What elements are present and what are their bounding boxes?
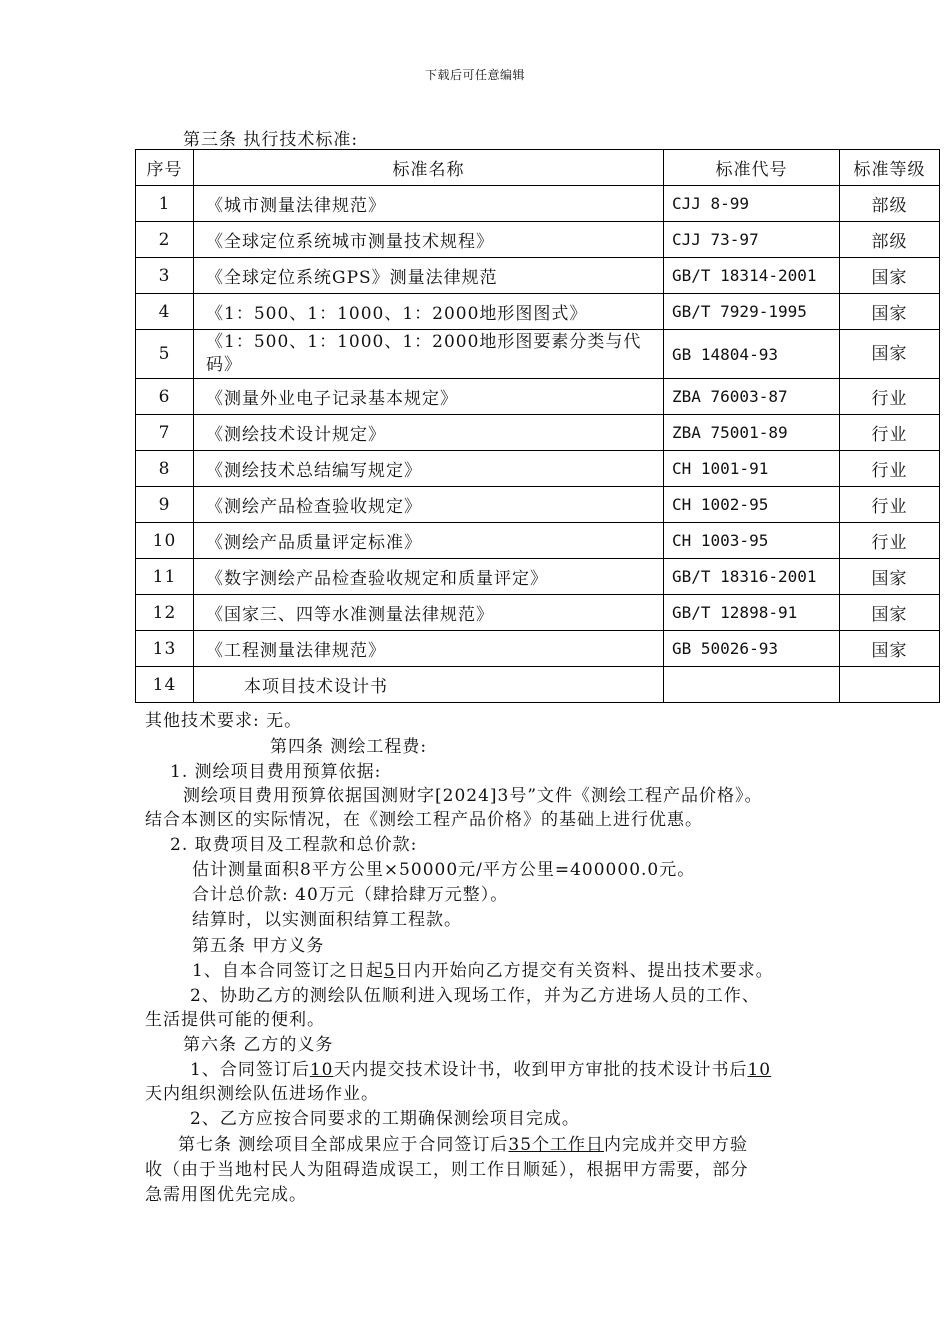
header-name: 标准名称 bbox=[194, 150, 664, 186]
article5-item1-days: 5 bbox=[383, 961, 396, 981]
row-name: 《测量外业电子记录基本规定》 bbox=[194, 379, 664, 415]
table-row bbox=[136, 330, 940, 379]
row-level bbox=[840, 667, 940, 703]
article5-item1-pre: 1、自本合同签订之日起 bbox=[192, 961, 384, 981]
article5-item2-line2: 生活提供可能的便利。 bbox=[145, 1010, 325, 1030]
article6-item1-mid: 天内提交技术设计书，收到甲方审批的技术设计书后 bbox=[333, 1060, 748, 1080]
row-no: 11 bbox=[136, 559, 194, 595]
article7-line3: 急需用图优先完成。 bbox=[145, 1185, 307, 1205]
article5-item1 bbox=[192, 956, 774, 981]
row-no: 2 bbox=[136, 222, 194, 258]
article4-item1-line2: 结合本测区的实际情况，在《测绘工程产品价格》的基础上进行优惠。 bbox=[145, 810, 703, 830]
table-row bbox=[136, 379, 940, 415]
row-no: 1 bbox=[136, 186, 194, 222]
table-row bbox=[136, 595, 940, 631]
row-no: 8 bbox=[136, 451, 194, 487]
row-no: 7 bbox=[136, 415, 194, 451]
table-header-row bbox=[136, 150, 940, 186]
header-code: 标准代号 bbox=[664, 150, 840, 186]
row-code: GB/T 7929-1995 bbox=[664, 294, 840, 330]
row-name: 《城市测量法律规范》 bbox=[194, 186, 664, 222]
table-row bbox=[136, 222, 940, 258]
standards-table bbox=[135, 149, 940, 703]
article5-item2-line1: 2、协助乙方的测绘队伍顺利进入现场工作，并为乙方进场人员的工作、 bbox=[190, 986, 760, 1006]
row-name: 《测绘产品质量评定标准》 bbox=[194, 523, 664, 559]
row-level: 部级 bbox=[840, 222, 940, 258]
row-code: CJJ 73-97 bbox=[664, 222, 840, 258]
row-level: 行业 bbox=[840, 415, 940, 451]
row-code: ZBA 76003-87 bbox=[664, 379, 840, 415]
row-level: 国家 bbox=[840, 258, 940, 294]
article5-heading: 第五条 甲方义务 bbox=[192, 936, 325, 956]
table-row bbox=[136, 415, 940, 451]
other-requirements: 其他技术要求: 无。 bbox=[145, 711, 303, 731]
article4-total: 合计总价款: 40万元（肆拾肆万元整）。 bbox=[192, 885, 509, 905]
article4-settlement: 结算时，以实测面积结算工程款。 bbox=[192, 910, 462, 930]
row-name: 《1：500、1：1000、1：2000地形图要素分类与代码》 bbox=[194, 330, 664, 379]
row-no: 12 bbox=[136, 595, 194, 631]
row-code bbox=[664, 667, 840, 703]
article6-item1-line2: 天内组织测绘队伍进场作业。 bbox=[145, 1084, 379, 1104]
table-row bbox=[136, 667, 940, 703]
article7-post: 内完成并交甲方验 bbox=[604, 1135, 749, 1155]
row-code: GB/T 12898-91 bbox=[664, 595, 840, 631]
row-name: 《工程测量法律规范》 bbox=[194, 631, 664, 667]
article3-heading: 第三条 执行技术标准: bbox=[183, 130, 359, 150]
row-code: ZBA 75001-89 bbox=[664, 415, 840, 451]
row-no: 9 bbox=[136, 487, 194, 523]
row-code: GB/T 18314-2001 bbox=[664, 258, 840, 294]
article7-line1 bbox=[178, 1130, 748, 1155]
table-row bbox=[136, 451, 940, 487]
row-level: 国家 bbox=[840, 595, 940, 631]
article6-item1-days-a: 10 bbox=[309, 1060, 334, 1080]
article4-heading: 第四条 测绘工程费: bbox=[270, 737, 428, 757]
article6-item1-pre: 1、合同签订后 bbox=[190, 1060, 310, 1080]
row-level: 行业 bbox=[840, 379, 940, 415]
row-code: CH 1003-95 bbox=[664, 523, 840, 559]
article6-item1 bbox=[190, 1055, 771, 1080]
article7-days: 35个工作日 bbox=[508, 1135, 605, 1155]
row-level: 行业 bbox=[840, 451, 940, 487]
table-row bbox=[136, 631, 940, 667]
table-row bbox=[136, 258, 940, 294]
row-name: 《测绘产品检查验收规定》 bbox=[194, 487, 664, 523]
article5-item1-post: 日内开始向乙方提交有关资料、提出技术要求。 bbox=[395, 961, 774, 981]
row-name: 《国家三、四等水准测量法律规范》 bbox=[194, 595, 664, 631]
article7-line2: 收（由于当地村民人为阻碍造成误工，则工作日顺延），根据甲方需要，部分 bbox=[145, 1160, 749, 1180]
article6-item2: 2、乙方应按合同要求的工期确保测绘项目完成。 bbox=[190, 1109, 580, 1129]
row-name: 《全球定位系统城市测量技术规程》 bbox=[194, 222, 664, 258]
article4-item2-title: 2. 取费项目及工程款和总价款: bbox=[170, 835, 418, 855]
row-level: 国家 bbox=[840, 631, 940, 667]
row-level: 国家 bbox=[840, 330, 940, 379]
article4-estimate: 估计测量面积8平方公里×50000元/平方公里=400000.0元。 bbox=[192, 860, 696, 880]
article7-pre: 第七条 测绘项目全部成果应于合同签订后 bbox=[178, 1135, 509, 1155]
row-level: 行业 bbox=[840, 523, 940, 559]
article6-heading: 第六条 乙方的义务 bbox=[183, 1035, 334, 1055]
article6-item1-days-b: 10 bbox=[747, 1060, 772, 1080]
row-code: CH 1002-95 bbox=[664, 487, 840, 523]
row-code: GB 14804-93 bbox=[664, 330, 840, 379]
row-no: 13 bbox=[136, 631, 194, 667]
row-level: 行业 bbox=[840, 487, 940, 523]
row-name: 《数字测绘产品检查验收规定和质量评定》 bbox=[194, 559, 664, 595]
row-code: CH 1001-91 bbox=[664, 451, 840, 487]
row-no: 6 bbox=[136, 379, 194, 415]
article4-item1-title: 1. 测绘项目费用预算依据: bbox=[170, 762, 382, 782]
row-name: 《全球定位系统GPS》测量法律规范 bbox=[194, 258, 664, 294]
row-name: 《测绘技术总结编写规定》 bbox=[194, 451, 664, 487]
row-name: 《1：500、1：1000、1：2000地形图图式》 bbox=[194, 294, 664, 330]
row-level: 国家 bbox=[840, 294, 940, 330]
row-no: 10 bbox=[136, 523, 194, 559]
header-note: 下载后可任意编辑 bbox=[424, 68, 525, 82]
header-no: 序号 bbox=[136, 150, 194, 186]
row-no: 14 bbox=[136, 667, 194, 703]
header-level: 标准等级 bbox=[840, 150, 940, 186]
row-level: 部级 bbox=[840, 186, 940, 222]
article4-item1-line1: 测绘项目费用预算依据国测财字[2024]3号”文件《测绘工程产品价格》。 bbox=[183, 786, 763, 806]
row-no: 3 bbox=[136, 258, 194, 294]
table-row bbox=[136, 523, 940, 559]
row-no: 5 bbox=[136, 330, 194, 379]
row-no: 4 bbox=[136, 294, 194, 330]
row-code: GB 50026-93 bbox=[664, 631, 840, 667]
table-row bbox=[136, 186, 940, 222]
row-level: 国家 bbox=[840, 559, 940, 595]
table-row bbox=[136, 559, 940, 595]
row-name: 本项目技术设计书 bbox=[194, 667, 664, 703]
row-code: GB/T 18316-2001 bbox=[664, 559, 840, 595]
row-code: CJJ 8-99 bbox=[664, 186, 840, 222]
table-row bbox=[136, 294, 940, 330]
row-name: 《测绘技术设计规定》 bbox=[194, 415, 664, 451]
table-row bbox=[136, 487, 940, 523]
